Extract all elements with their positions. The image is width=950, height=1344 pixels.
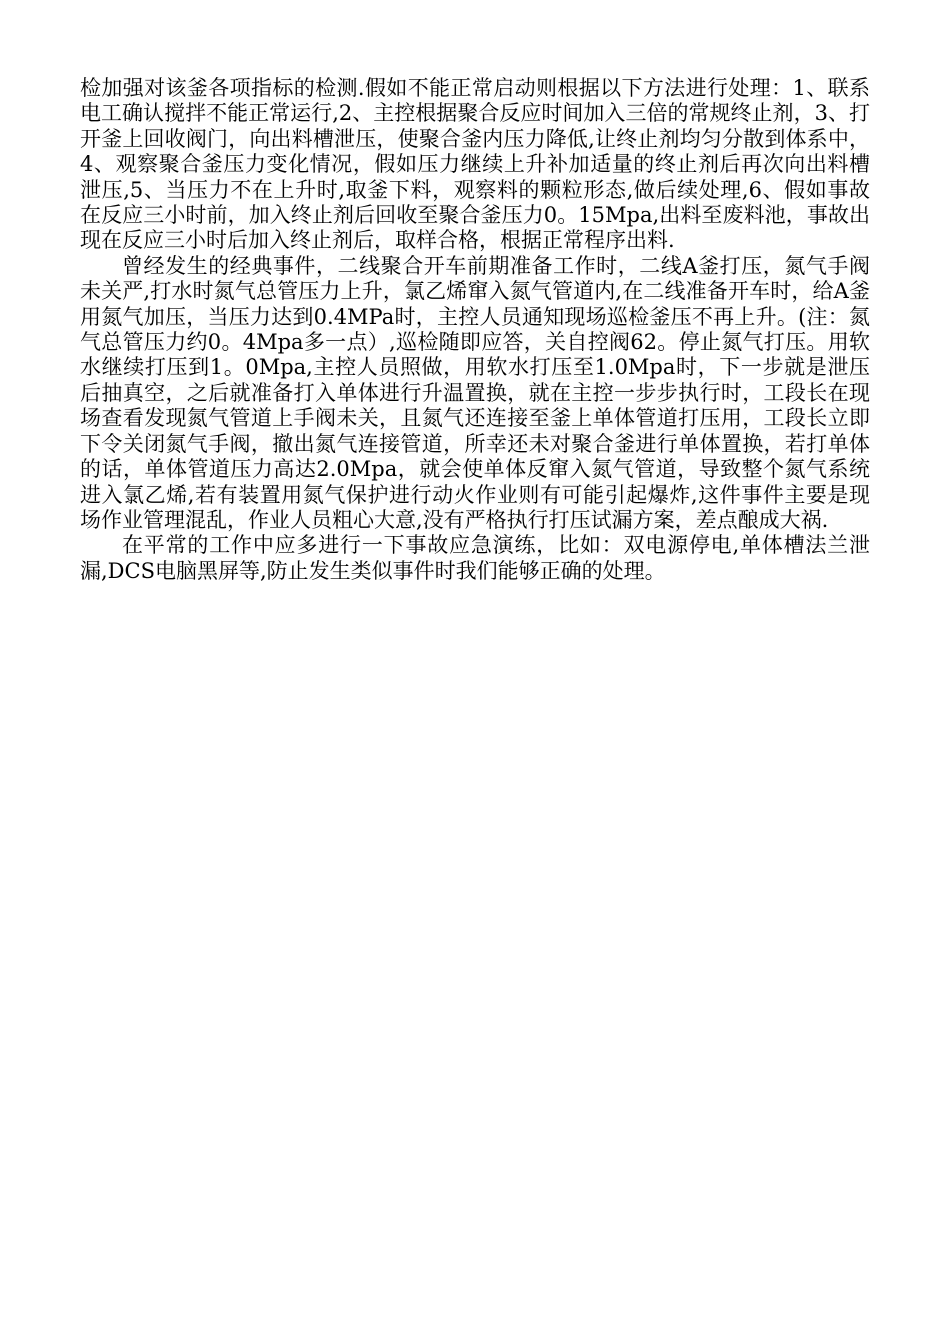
paragraph-drill-advice: 在平常的工作中应多进行一下事故应急演练，比如：双电源停电,单体槽法兰泄漏,DCS电脑黑屏等,防止发生类似事件时我们能够正确的处理。 <box>80 533 870 583</box>
paragraph-classic-incident: 曾经发生的经典事件，二线聚合开车前期准备工作时，二线A釜打压，氮气手阀未关严,打水时氮气总管压力上升，氯乙烯窜入氮气管道内,在二线准备开车时，给A釜用氮气加压，当压力达到0.4MPa时，主控人员通知现场巡检釜压不再上升。(注：氮气总管压力约0。4Mpa多一点）,巡检随即应答，关自控阀62。停止氮气打压。用软水继续打压到1。0Mpa,主控人员照做，用软水打压至1.0Mpa时，下一步就是泄压后抽真空，之后就准备打入单体进行升温置换，就在主控一步步执行时，工段长在现场查看发现氮气管道上手阀未关，且氮气还连接至釜上单体管道打压用，工段长立即下令关闭氮气手阀，撤出氮气连接管道，所幸还未对聚合釜进行单体置换，若打单体的话，单体管道压力高达2.0Mpa，就会使单体反窜入氮气管道，导致整个氮气系统进入氯乙烯,若有装置用氮气保护进行动火作业则有可能引起爆炸,这件事件主要是现场作业管理混乱，作业人员粗心大意,没有严格执行打压试漏方案，差点酿成大祸. <box>80 253 870 532</box>
document-page <box>80 76 870 584</box>
paragraph-emergency-procedure: 检加强对该釜各项指标的检测.假如不能正常启动则根据以下方法进行处理：1、联系电工确认搅拌不能正常运行,2、主控根据聚合反应时间加入三倍的常规终止剂，3、打开釜上回收阀门，向出料槽泄压，使聚合釜内压力降低,让终止剂均匀分散到体系中，4、观察聚合釜压力变化情况，假如压力继续上升补加适量的终止剂后再次向出料槽泄压,5、当压力不在上升时,取釜下料，观察料的颗粒形态,做后续处理,6、假如事故 在反应三小时前，加入终止剂后回收至聚合釜压力0。15Mpa,出料至废料池，事故出现在反应三小时后加入终止剂后，取样合格，根据正常程序出料. <box>80 76 870 253</box>
